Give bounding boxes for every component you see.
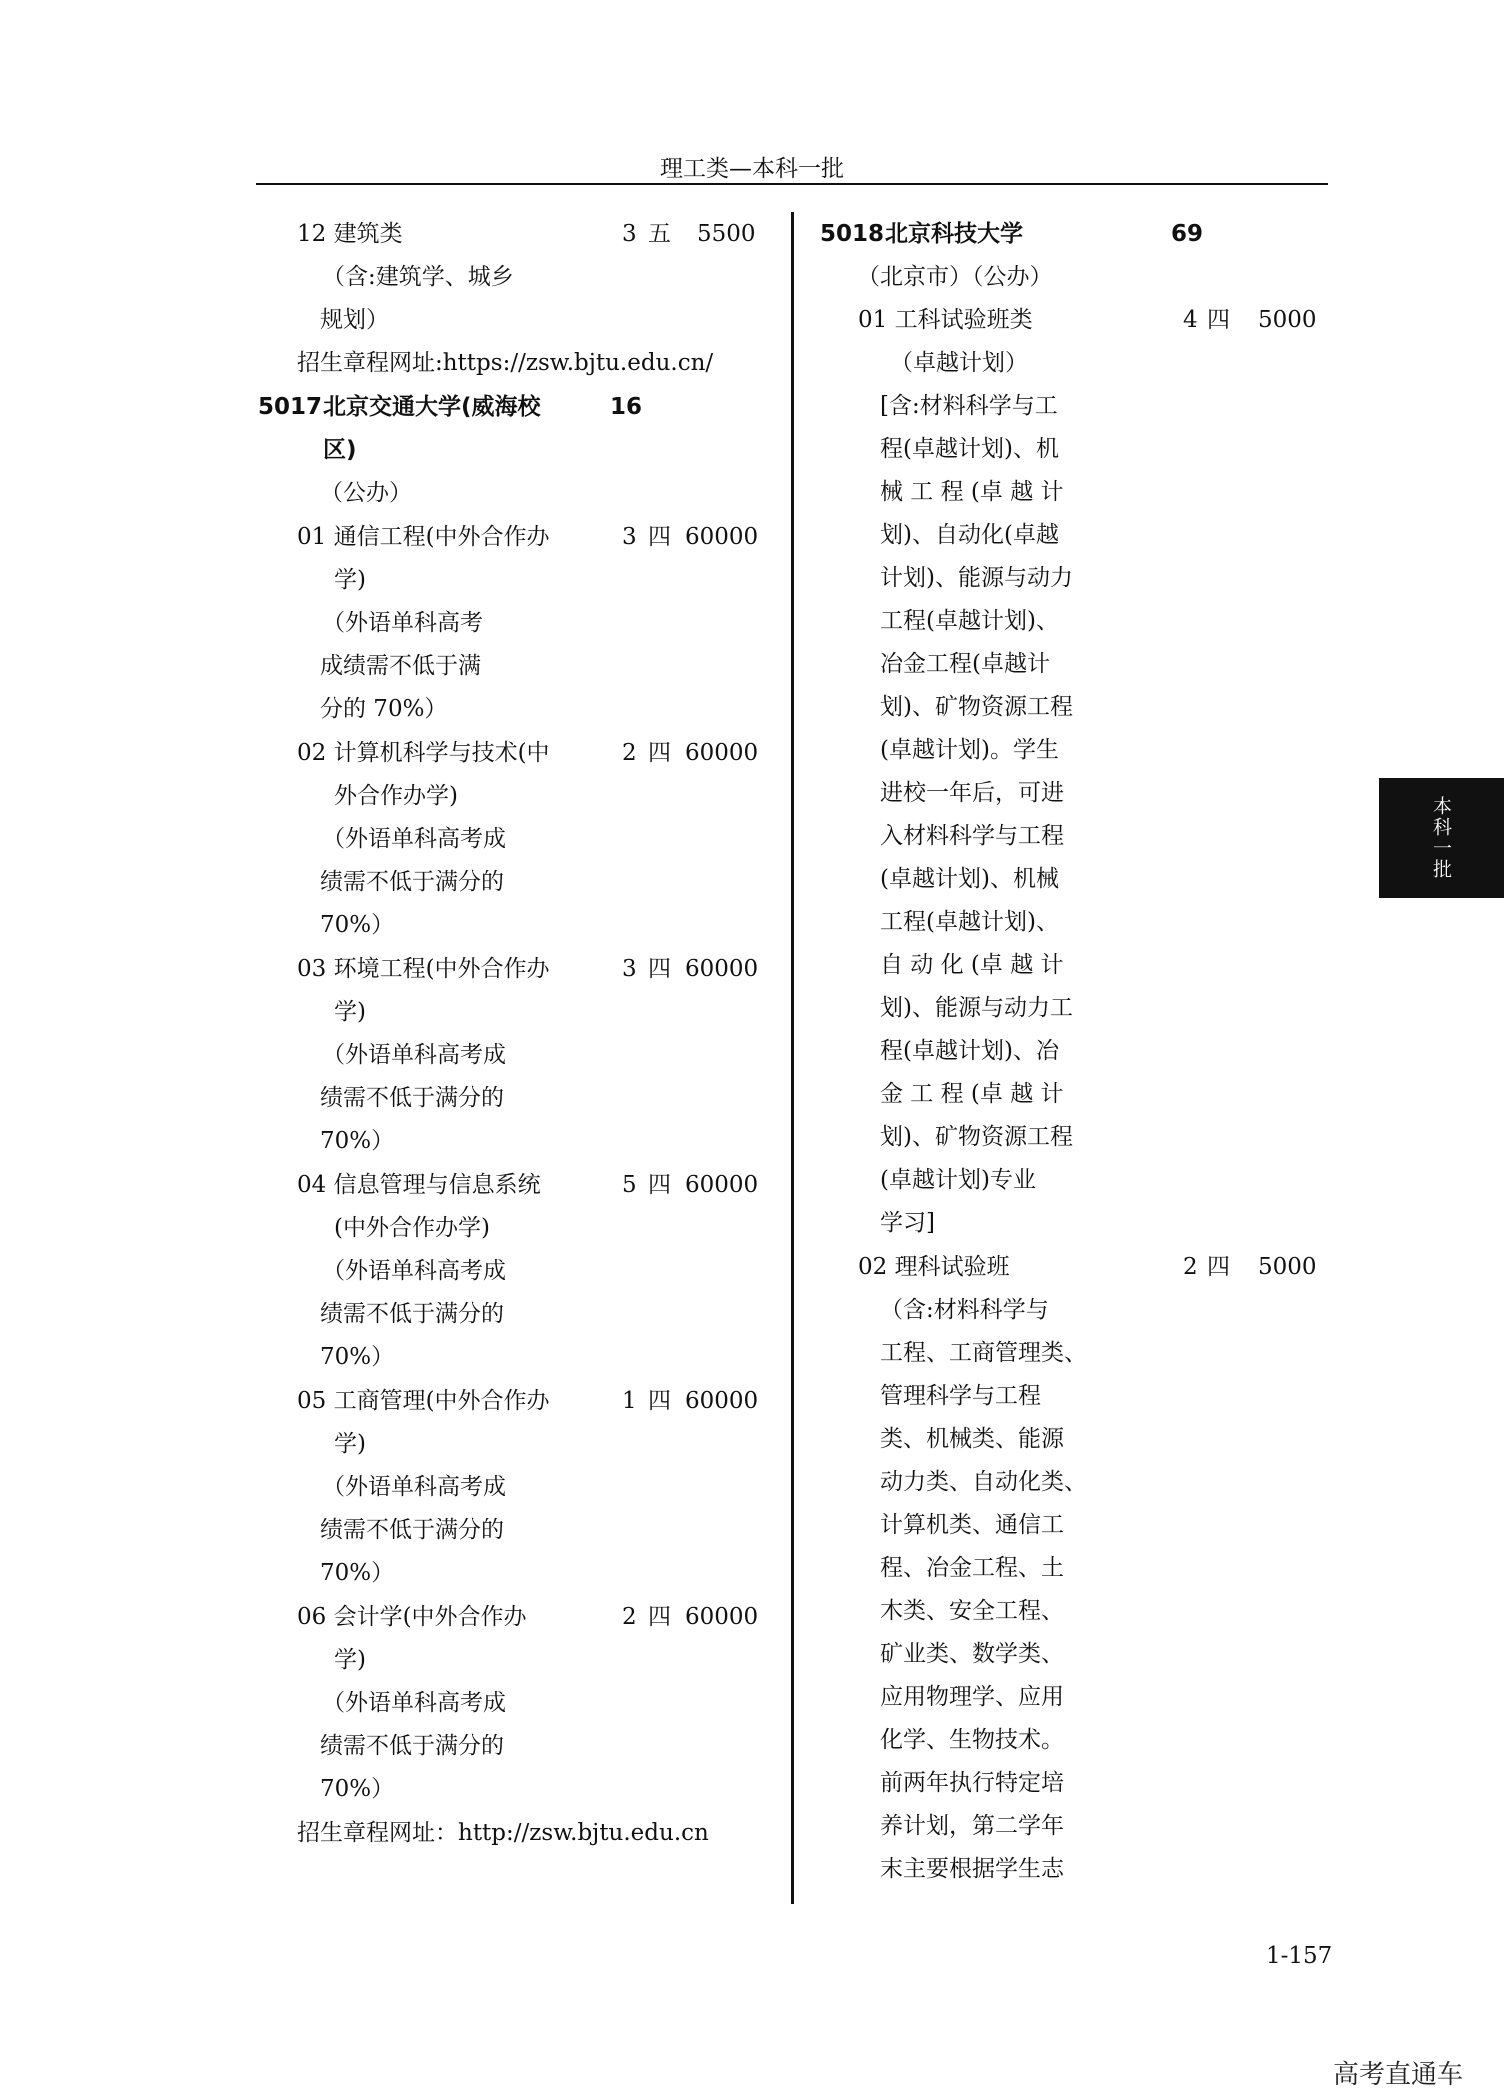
major-note: (卓越计划)专业 xyxy=(880,1167,1036,1193)
major-note: 绩需不低于满分的 xyxy=(320,1517,504,1543)
major-fee: 60000 xyxy=(685,1388,759,1414)
major-quota: 3 xyxy=(622,956,637,982)
school-type: （公办） xyxy=(320,480,412,506)
major-name: 01 工科试验班类 xyxy=(858,307,1033,333)
major-note: 70%） xyxy=(320,1560,395,1586)
major-note: （含:材料科学与 xyxy=(880,1297,1049,1323)
major-note: [含:材料科学与工 xyxy=(880,393,1058,419)
major-note: （外语单科高考成 xyxy=(322,826,506,852)
major-note: 70%） xyxy=(320,912,395,938)
major-years: 四 xyxy=(648,524,671,550)
major-name: 02 计算机科学与技术(中 xyxy=(297,740,550,766)
major-note: 划)、矿物资源工程 xyxy=(880,694,1073,720)
school-quota: 16 xyxy=(610,394,643,420)
major-note: 类、机械类、能源 xyxy=(880,1426,1064,1452)
major-note: （卓越计划） xyxy=(890,350,1028,376)
section-side-tab xyxy=(1379,778,1504,898)
major-note: 矿业类、数学类、 xyxy=(880,1641,1064,1667)
major-note: 绩需不低于满分的 xyxy=(320,869,504,895)
school-name: 北京交通大学(威海校 xyxy=(323,394,541,420)
school-type: （北京市）（公办） xyxy=(857,264,1053,290)
major-fee: 60000 xyxy=(685,956,759,982)
major-name-cont: (中外合作办学) xyxy=(334,1215,490,1241)
major-fee: 60000 xyxy=(685,740,759,766)
major-note: 计算机类、通信工 xyxy=(880,1512,1064,1538)
major-note: （外语单科高考成 xyxy=(322,1042,506,1068)
major-note: 划)、矿物资源工程 xyxy=(880,1124,1073,1150)
header-rule xyxy=(256,183,1328,185)
major-name-cont: 学) xyxy=(334,567,366,593)
major-note: 程(卓越计划)、机 xyxy=(880,436,1059,462)
major-years: 四 xyxy=(648,1172,671,1198)
major-note: 前两年执行特定培 xyxy=(880,1770,1064,1796)
major-note: 应用物理学、应用 xyxy=(880,1684,1064,1710)
major-note: （外语单科高考 xyxy=(322,610,483,636)
major-note: 成绩需不低于满 xyxy=(320,653,481,679)
major-quota: 2 xyxy=(622,740,637,766)
major-note: 末主要根据学生志 xyxy=(880,1856,1064,1882)
major-note: 程、冶金工程、土 xyxy=(880,1555,1064,1581)
school-code: 5018 xyxy=(820,221,885,247)
major-years: 四 xyxy=(1207,1254,1230,1280)
major-name: 04 信息管理与信息系统 xyxy=(297,1172,541,1198)
major-note: 绩需不低于满分的 xyxy=(320,1085,504,1111)
major-note: 工程(卓越计划)、 xyxy=(880,608,1059,634)
major-note: 养计划，第二学年 xyxy=(880,1813,1064,1839)
major-name-cont: 学) xyxy=(334,1647,366,1673)
major-quota: 2 xyxy=(622,1604,637,1630)
major-note: 动力类、自动化类、 xyxy=(880,1469,1087,1495)
school-code: 5017 xyxy=(258,394,323,420)
major-note: 划)、自动化(卓越 xyxy=(880,522,1059,548)
major-note: 金 工 程 (卓 越 计 xyxy=(880,1081,1064,1107)
major-note: 计划)、能源与动力 xyxy=(880,565,1073,591)
major-note: (卓越计划)。学生 xyxy=(880,737,1059,763)
major-fee: 60000 xyxy=(685,524,759,550)
major-years: 四 xyxy=(648,740,671,766)
major-quota: 2 xyxy=(1183,1254,1198,1280)
page-number: 1-157 xyxy=(1266,1943,1333,1969)
major-name: 05 工商管理(中外合作办 xyxy=(297,1388,550,1414)
major-note: 冶金工程(卓越计 xyxy=(880,651,1050,677)
major-name: 03 环境工程(中外合作办 xyxy=(297,956,550,982)
major-note: 70%） xyxy=(320,1344,395,1370)
school-name: 区) xyxy=(323,437,357,463)
major-note: 程(卓越计划)、冶 xyxy=(880,1038,1059,1064)
major-note: 化学、生物技术。 xyxy=(880,1727,1064,1753)
major-note: （含:建筑学、城乡 xyxy=(322,264,514,290)
major-note: (卓越计划)、机械 xyxy=(880,866,1059,892)
admission-url: 招生章程网址：http://zsw.bjtu.edu.cn xyxy=(297,1820,709,1846)
major-name: 06 会计学(中外合作办 xyxy=(297,1604,527,1630)
major-note: （外语单科高考成 xyxy=(322,1690,506,1716)
major-name-cont: 外合作办学) xyxy=(334,783,458,809)
watermark: 高考直通车 xyxy=(1333,2060,1464,2090)
major-note: 70%） xyxy=(320,1128,395,1154)
major-note: 管理科学与工程 xyxy=(880,1383,1041,1409)
major-note: 自 动 化 (卓 越 计 xyxy=(880,952,1064,978)
major-name-cont: 学) xyxy=(334,1431,366,1457)
page-header-title: 理工类—本科一批 xyxy=(660,156,844,182)
major-fee: 60000 xyxy=(685,1604,759,1630)
major-note: 入材料科学与工程 xyxy=(880,823,1064,849)
major-note: （外语单科高考成 xyxy=(322,1258,506,1284)
major-fee: 5000 xyxy=(1258,1254,1317,1280)
major-note: 分的 70%） xyxy=(320,696,448,722)
major-note: （外语单科高考成 xyxy=(322,1474,506,1500)
school-name: 北京科技大学 xyxy=(885,221,1023,247)
major-years: 四 xyxy=(648,1388,671,1414)
major-note: 划)、能源与动力工 xyxy=(880,995,1073,1021)
major-note: 械 工 程 (卓 越 计 xyxy=(880,479,1064,505)
major-note: 工程、工商管理类、 xyxy=(880,1340,1087,1366)
major-note: 绩需不低于满分的 xyxy=(320,1733,504,1759)
major-quota: 1 xyxy=(622,1388,637,1414)
major-years: 五 xyxy=(648,221,671,247)
major-note: 学习] xyxy=(880,1210,935,1236)
major-name: 01 通信工程(中外合作办 xyxy=(297,524,550,550)
major-quota: 4 xyxy=(1183,307,1198,333)
major-years: 四 xyxy=(648,956,671,982)
major-note: 工程(卓越计划)、 xyxy=(880,909,1059,935)
major-years: 四 xyxy=(648,1604,671,1630)
major-fee: 5000 xyxy=(1258,307,1317,333)
major-note: 70%） xyxy=(320,1776,395,1802)
column-divider xyxy=(791,212,794,1904)
major-quota: 3 xyxy=(622,524,637,550)
major-note: 绩需不低于满分的 xyxy=(320,1301,504,1327)
admission-url: 招生章程网址:https://zsw.bjtu.edu.cn/ xyxy=(297,350,714,376)
major-name: 12 建筑类 xyxy=(297,221,403,247)
major-years: 四 xyxy=(1207,307,1230,333)
major-name-cont: 学) xyxy=(334,999,366,1025)
major-fee: 5500 xyxy=(697,221,756,247)
major-quota: 5 xyxy=(622,1172,637,1198)
major-fee: 60000 xyxy=(685,1172,759,1198)
major-note: 进校一年后，可进 xyxy=(880,780,1064,806)
major-note: 规划） xyxy=(320,307,389,333)
school-quota: 69 xyxy=(1171,221,1204,247)
major-name: 02 理科试验班 xyxy=(858,1254,1010,1280)
major-note: 木类、安全工程、 xyxy=(880,1598,1064,1624)
side-tab-label: 本科一批 xyxy=(1430,796,1452,880)
major-quota: 3 xyxy=(622,221,637,247)
